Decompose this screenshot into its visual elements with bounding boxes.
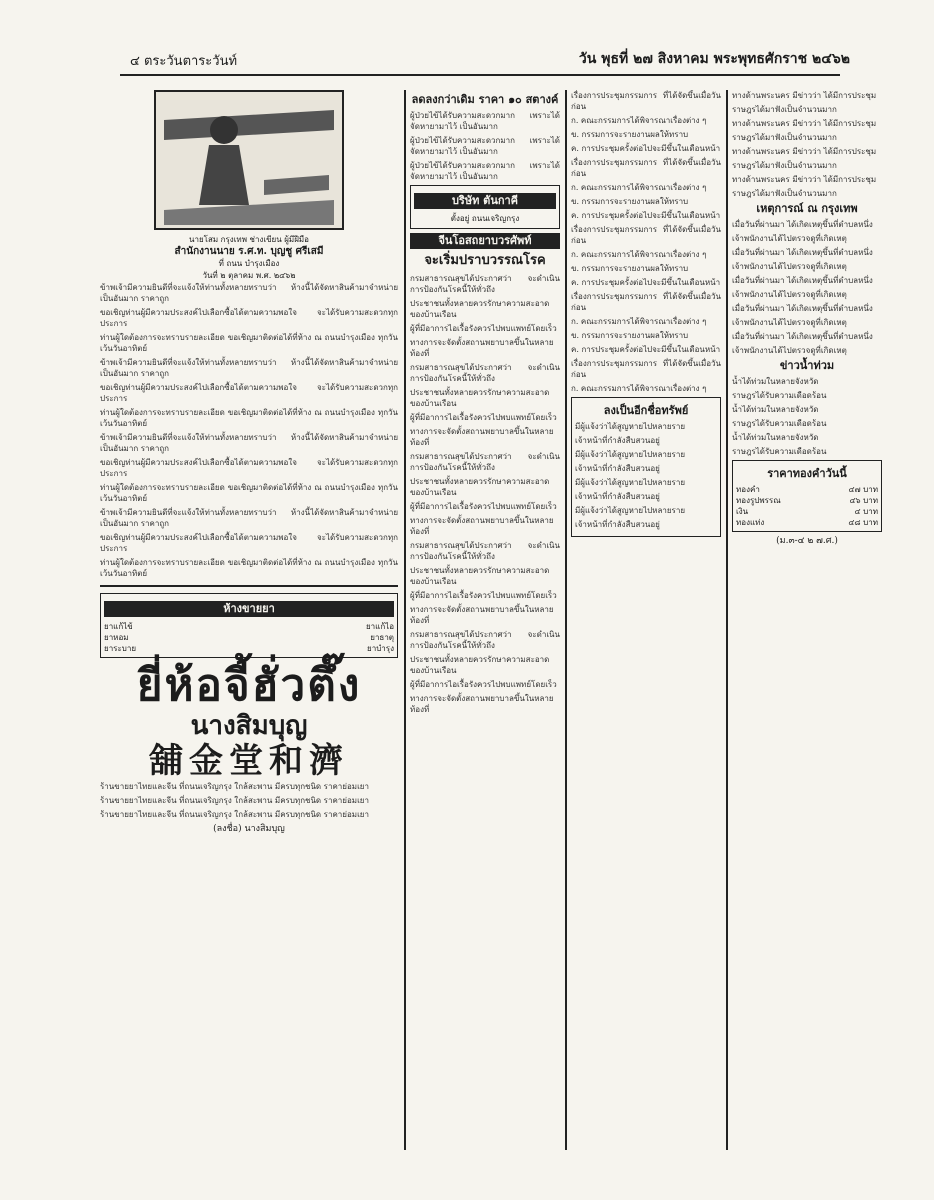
- paragraph: ค. การประชุมครั้งต่อไปจะมีขึ้นในเดือนหน้า: [571, 278, 721, 287]
- paragraph: ผู้ป่วยไข้ได้รับความสะดวกมาก เพราะได้จัดหายามาไว้ เป็นอันมาก: [410, 161, 560, 181]
- drug-list-row: [104, 621, 394, 632]
- price-row: [736, 495, 878, 506]
- paragraph: เจ้าพนักงานได้ไปตรวจดูที่เกิดเหตุ: [732, 262, 847, 271]
- company-address: ตั้งอยู่ ถนนเจริญกรุง: [450, 214, 520, 223]
- col1-footer: (ลงชื่อ) นางสิมบุญ: [213, 824, 285, 834]
- paragraph: ข้าพเจ้ามีความยินดีที่จะแจ้งให้ท่านทั้งหลายทราบว่า ห้างนี้ได้จัดหาสินค้ามาจำหน่ายเป็นอันมาก ราคาถูก: [100, 433, 398, 453]
- drug-item: ยาบำรุง: [367, 644, 394, 653]
- paragraph: ข้าพเจ้ามีความยินดีที่จะแจ้งให้ท่านทั้งหลายทราบว่า ห้างนี้ได้จัดหาสินค้ามาจำหน่ายเป็นอันมาก ราคาถูก: [100, 508, 398, 528]
- paragraph: ท่านผู้ใดต้องการจะทราบรายละเอียด ขอเชิญมาติดต่อได้ที่ห้าง ณ ถนนบำรุงเมือง ทุกวันเว้นวันอาทิตย์: [100, 483, 398, 503]
- paragraph: ทางการจะจัดตั้งสถานพยาบาลขึ้นในหลายท้องที่: [410, 516, 554, 536]
- paragraph: ประชาชนทั้งหลายควรรักษาความสะอาดของบ้านเรือน: [410, 477, 550, 497]
- paragraph: กรมสาธารณสุขได้ประกาศว่า จะดำเนินการป้องกันโรคนี้ให้ทั่วถึง: [410, 630, 560, 650]
- drug-item: ยาแก้ไข้: [104, 622, 133, 631]
- paragraph: ทางด้านพระนคร มีข่าวว่า ได้มีการประชุม: [732, 175, 877, 184]
- paragraph: ประชาชนทั้งหลายควรรักษาความสะอาดของบ้านเรือน: [410, 655, 550, 675]
- paragraph: เมื่อวันที่ผ่านมา ได้เกิดเหตุขึ้นที่ตำบลหนึ่ง: [732, 276, 873, 285]
- section-rule: [100, 585, 398, 587]
- paragraph: เจ้าหน้าที่กำลังสืบสวนอยู่: [575, 520, 660, 529]
- paragraph: ผู้ป่วยไข้ได้รับความสะดวกมาก เพราะได้จัดหายามาไว้ เป็นอันมาก: [410, 111, 560, 131]
- gold-price-box: [732, 460, 882, 532]
- ad-subtitle: นางสิมบุญ: [190, 711, 308, 741]
- ad-chinese-name: 舖金堂和濟: [149, 741, 349, 781]
- paragraph: เจ้าหน้าที่กำลังสืบสวนอยู่: [575, 492, 660, 501]
- paragraph: ผู้ที่มีอาการไอเรื้อรังควรไปพบแพทย์โดยเร็ว: [410, 413, 557, 422]
- price-value: ๔๖ บาท: [849, 496, 878, 505]
- paragraph: ราษฎรได้รับความเดือดร้อน: [732, 391, 827, 400]
- paragraph: ก. คณะกรรมการได้พิจารณาเรื่องต่าง ๆ: [571, 384, 707, 393]
- price-row: [736, 484, 878, 495]
- price-value: ๔๘ บาท: [848, 518, 878, 527]
- paragraph: ค. การประชุมครั้งต่อไปจะมีขึ้นในเดือนหน้า: [571, 144, 721, 153]
- caption-2: สำนักงานนาย ร.ศ.ท. บุญชู ศรีเสมี: [174, 246, 324, 257]
- paragraph: ข. กรรมการจะรายงานผลให้ทราบ: [571, 264, 689, 273]
- price-item: เงิน: [736, 507, 749, 516]
- paragraph: ผู้ที่มีอาการไอเรื้อรังควรไปพบแพทย์โดยเร็ว: [410, 502, 557, 511]
- price-item: ทองคำ: [736, 485, 760, 494]
- company-ad-box: [410, 185, 560, 229]
- ad-text: ร้านขายยาไทยและจีน ที่ถนนเจริญกรุง ใกล้สะพาน มีครบทุกชนิด ราคาย่อมเยา: [100, 796, 369, 805]
- header-date: วัน พุธที่ ๒๗ สิงหาคม พระพุทธศักราช ๒๔๖๒: [578, 51, 850, 67]
- paragraph: ทางการจะจัดตั้งสถานพยาบาลขึ้นในหลายท้องที่: [410, 605, 554, 625]
- price-row: [736, 517, 878, 528]
- paragraph: ราษฎรได้รับความเดือดร้อน: [732, 447, 827, 456]
- company-name: บริษัท ตันกาคี: [414, 193, 556, 209]
- paragraph: น้ำได้ท่วมในหลายจังหวัด: [732, 405, 819, 414]
- paragraph: เรื่องการประชุมกรรมการ ที่ได้จัดขึ้นเมื่อวันก่อน: [571, 292, 721, 312]
- paragraph: ก. คณะกรรมการได้พิจารณาเรื่องต่าง ๆ: [571, 317, 707, 326]
- paragraph: ทางด้านพระนคร มีข่าวว่า ได้มีการประชุม: [732, 147, 877, 156]
- paragraph: เจ้าพนักงานได้ไปตรวจดูที่เกิดเหตุ: [732, 346, 847, 355]
- drug-list-box: [100, 593, 398, 658]
- paragraph: ขอเชิญท่านผู้มีความประสงค์ไปเลือกซื้อได้ตามความพอใจ จะได้รับความสะดวกทุกประการ: [100, 383, 398, 403]
- col4-footer: (ม.๓-๔ ๒ ๗.ศ.): [776, 536, 838, 546]
- paragraph: ประชาชนทั้งหลายควรรักษาความสะอาดของบ้านเรือน: [410, 299, 550, 319]
- paragraph: ทางด้านพระนคร มีข่าวว่า ได้มีการประชุม: [732, 119, 877, 128]
- drug-item: ยาธาตุ: [370, 633, 394, 642]
- paragraph: ทางการจะจัดตั้งสถานพยาบาลขึ้นในหลายท้องที่: [410, 338, 554, 358]
- paragraph: ขอเชิญท่านผู้มีความประสงค์ไปเลือกซื้อได้ตามความพอใจ จะได้รับความสะดวกทุกประการ: [100, 533, 398, 553]
- paragraph: ก. คณะกรรมการได้พิจารณาเรื่องต่าง ๆ: [571, 250, 707, 259]
- paragraph: กรมสาธารณสุขได้ประกาศว่า จะดำเนินการป้องกันโรคนี้ให้ทั่วถึง: [410, 541, 560, 561]
- paragraph: ประชาชนทั้งหลายควรรักษาความสะอาดของบ้านเรือน: [410, 566, 550, 586]
- column-4: [732, 90, 882, 1150]
- paragraph: ก. คณะกรรมการได้พิจารณาเรื่องต่าง ๆ: [571, 183, 707, 192]
- paragraph: เมื่อวันที่ผ่านมา ได้เกิดเหตุขึ้นที่ตำบลหนึ่ง: [732, 220, 873, 229]
- paragraph: เรื่องการประชุมกรรมการ ที่ได้จัดขึ้นเมื่อวันก่อน: [571, 91, 721, 111]
- paragraph: น้ำได้ท่วมในหลายจังหวัด: [732, 377, 819, 386]
- paragraph: กรมสาธารณสุขได้ประกาศว่า จะดำเนินการป้องกันโรคนี้ให้ทั่วถึง: [410, 452, 560, 472]
- drug-list-row: [104, 643, 394, 654]
- column-divider: [565, 90, 567, 1150]
- paragraph: มีผู้แจ้งว่าได้สูญหายไปหลายราย: [575, 422, 685, 431]
- drug-list-row: [104, 632, 394, 643]
- paragraph: เรื่องการประชุมกรรมการ ที่ได้จัดขึ้นเมื่อวันก่อน: [571, 158, 721, 178]
- header-rule: [120, 74, 840, 76]
- paragraph: ผู้ที่มีอาการไอเรื้อรังควรไปพบแพทย์โดยเร็ว: [410, 591, 557, 600]
- column-1: [100, 90, 398, 1150]
- paragraph: ค. การประชุมครั้งต่อไปจะมีขึ้นในเดือนหน้า: [571, 211, 721, 220]
- price-row: [736, 506, 878, 517]
- paragraph: เมื่อวันที่ผ่านมา ได้เกิดเหตุขึ้นที่ตำบลหนึ่ง: [732, 332, 873, 341]
- paragraph: ข. กรรมการจะรายงานผลให้ทราบ: [571, 331, 689, 340]
- price-item: ทองแท่ง: [736, 518, 765, 527]
- paragraph: เมื่อวันที่ผ่านมา ได้เกิดเหตุขึ้นที่ตำบลหนึ่ง: [732, 304, 873, 313]
- ad-title: ยี่ห้อจี้ฮั่วตึ๊ง: [136, 660, 362, 711]
- column-2: [410, 90, 560, 1150]
- drug-item: ยาระบาย: [104, 644, 137, 653]
- paragraph: ข. กรรมการจะรายงานผลให้ทราบ: [571, 197, 689, 206]
- paragraph: ประชาชนทั้งหลายควรรักษาความสะอาดของบ้านเรือน: [410, 388, 550, 408]
- paragraph: ราษฎรได้มาฟังเป็นจำนวนมาก: [732, 105, 837, 114]
- paragraph: ทางการจะจัดตั้งสถานพยาบาลขึ้นในหลายท้องที่: [410, 427, 554, 447]
- paragraph: ท่านผู้ใดต้องการจะทราบรายละเอียด ขอเชิญมาติดต่อได้ที่ห้าง ณ ถนนบำรุงเมือง ทุกวันเว้นวันอาทิตย์: [100, 333, 398, 353]
- paragraph: ผู้ที่มีอาการไอเรื้อรังควรไปพบแพทย์โดยเร็ว: [410, 324, 557, 333]
- illustration-graphic: [154, 90, 344, 230]
- paragraph: ราษฎรได้มาฟังเป็นจำนวนมาก: [732, 161, 837, 170]
- paragraph: กรมสาธารณสุขได้ประกาศว่า จะดำเนินการป้องกันโรคนี้ให้ทั่วถึง: [410, 363, 560, 383]
- paragraph: ขอเชิญท่านผู้มีความประสงค์ไปเลือกซื้อได้ตามความพอใจ จะได้รับความสะดวกทุกประการ: [100, 308, 398, 328]
- paragraph: ผู้ที่มีอาการไอเรื้อรังควรไปพบแพทย์โดยเร็ว: [410, 680, 557, 689]
- paragraph: ก. คณะกรรมการได้พิจารณาเรื่องต่าง ๆ: [571, 116, 707, 125]
- paragraph: ขอเชิญท่านผู้มีความประสงค์ไปเลือกซื้อได้ตามความพอใจ จะได้รับความสะดวกทุกประการ: [100, 458, 398, 478]
- price-value: ๔ บาท: [854, 507, 878, 516]
- paragraph: ข. กรรมการจะรายงานผลให้ทราบ: [571, 130, 689, 139]
- paragraph: เจ้าพนักงานได้ไปตรวจดูที่เกิดเหตุ: [732, 290, 847, 299]
- headline-flood: ข่าวน้ำท่วม: [779, 359, 835, 372]
- paragraph: มีผู้แจ้งว่าได้สูญหายไปหลายราย: [575, 450, 685, 459]
- drug-item: ยาแก้ไอ: [365, 622, 394, 631]
- paragraph: เจ้าพนักงานได้ไปตรวจดูที่เกิดเหตุ: [732, 234, 847, 243]
- paragraph: มีผู้แจ้งว่าได้สูญหายไปหลายราย: [575, 506, 685, 515]
- column-divider: [726, 90, 728, 1150]
- paragraph: ทางด้านพระนคร มีข่าวว่า ได้มีการประชุม: [732, 91, 877, 100]
- paragraph: กรมสาธารณสุขได้ประกาศว่า จะดำเนินการป้องกันโรคนี้ให้ทั่วถึง: [410, 274, 560, 294]
- paragraph: ท่านผู้ใดต้องการจะทราบรายละเอียด ขอเชิญมาติดต่อได้ที่ห้าง ณ ถนนบำรุงเมือง ทุกวันเว้นวันอาทิตย์: [100, 558, 398, 578]
- caption-3: ที่ ถนน บำรุงเมือง: [218, 259, 280, 268]
- paragraph: ทางการจะจัดตั้งสถานพยาบาลขึ้นในหลายท้องที่: [410, 694, 554, 714]
- paragraph: ท่านผู้ใดต้องการจะทราบรายละเอียด ขอเชิญมาติดต่อได้ที่ห้าง ณ ถนนบำรุงเมือง ทุกวันเว้นวันอาทิตย์: [100, 408, 398, 428]
- paragraph: น้ำได้ท่วมในหลายจังหวัด: [732, 433, 819, 442]
- header-left: ๔ ตระวันตาระวันท์: [130, 54, 238, 69]
- headline-bangkok: เหตุการณ์ ณ กรุงเทพ: [756, 202, 858, 215]
- paragraph: ราษฎรได้รับความเดือดร้อน: [732, 419, 827, 428]
- paragraph: เจ้าหน้าที่กำลังสืบสวนอยู่: [575, 436, 660, 445]
- paragraph: ข้าพเจ้ามีความยินดีที่จะแจ้งให้ท่านทั้งหลายทราบว่า ห้างนี้ได้จัดหาสินค้ามาจำหน่ายเป็นอันมาก ราคาถูก: [100, 358, 398, 378]
- column-divider: [404, 90, 406, 1150]
- paragraph: ค. การประชุมครั้งต่อไปจะมีขึ้นในเดือนหน้า: [571, 345, 721, 354]
- paragraph: มีผู้แจ้งว่าได้สูญหายไปหลายราย: [575, 478, 685, 487]
- headline-theft: ลงเป็นอีกชื่อทรัพย์: [603, 404, 689, 417]
- col2-title: ลดลงกว่าเดิม ราคา ๑๐ สตางค์: [411, 93, 559, 106]
- headline-tb: จะเริ่มปราบวรรณโรค: [424, 253, 546, 268]
- paragraph: เรื่องการประชุมกรรมการ ที่ได้จัดขึ้นเมื่อวันก่อน: [571, 359, 721, 379]
- paragraph: ข้าพเจ้ามีความยินดีที่จะแจ้งให้ท่านทั้งหลายทราบว่า ห้างนี้ได้จัดหาสินค้ามาจำหน่ายเป็นอันมาก ราคาถูก: [100, 283, 398, 303]
- drug-list-title: ห้างขายยา: [104, 601, 394, 617]
- gold-price-title: ราคาทองคำวันนี้: [767, 467, 847, 480]
- paragraph: เจ้าหน้าที่กำลังสืบสวนอยู่: [575, 464, 660, 473]
- paragraph: ราษฎรได้มาฟังเป็นจำนวนมาก: [732, 133, 837, 142]
- price-value: ๔๗ บาท: [848, 485, 878, 494]
- ad-text: ร้านขายยาไทยและจีน ที่ถนนเจริญกรุง ใกล้สะพาน มีครบทุกชนิด ราคาย่อมเยา: [100, 782, 369, 791]
- paragraph: เจ้าพนักงานได้ไปตรวจดูที่เกิดเหตุ: [732, 318, 847, 327]
- column-3: [571, 90, 721, 1150]
- paragraph: ผู้ป่วยไข้ได้รับความสะดวกมาก เพราะได้จัดหายามาไว้ เป็นอันมาก: [410, 136, 560, 156]
- illustration: [154, 90, 344, 230]
- price-item: ทองรูปพรรณ: [736, 496, 781, 505]
- paragraph: ราษฎรได้มาฟังเป็นจำนวนมาก: [732, 189, 837, 198]
- ad-text: ร้านขายยาไทยและจีน ที่ถนนเจริญกรุง ใกล้สะพาน มีครบทุกชนิด ราคาย่อมเยา: [100, 810, 369, 819]
- caption-1: นายโสม กรุงเทพ ช่างเขียน ผู้มีฝีมือ: [189, 235, 309, 244]
- paragraph: เรื่องการประชุมกรรมการ ที่ได้จัดขึ้นเมื่อวันก่อน: [571, 225, 721, 245]
- page-header: [130, 48, 850, 72]
- drug-item: ยาหอม: [104, 633, 129, 642]
- pharmacy-name: จีนโอสถยาบวรศัพท์: [410, 233, 560, 249]
- caption-4: วันที่ ๒ ตุลาคม พ.ศ. ๒๔๖๒: [202, 271, 296, 280]
- theft-news-box: [571, 397, 721, 537]
- paragraph: เมื่อวันที่ผ่านมา ได้เกิดเหตุขึ้นที่ตำบลหนึ่ง: [732, 248, 873, 257]
